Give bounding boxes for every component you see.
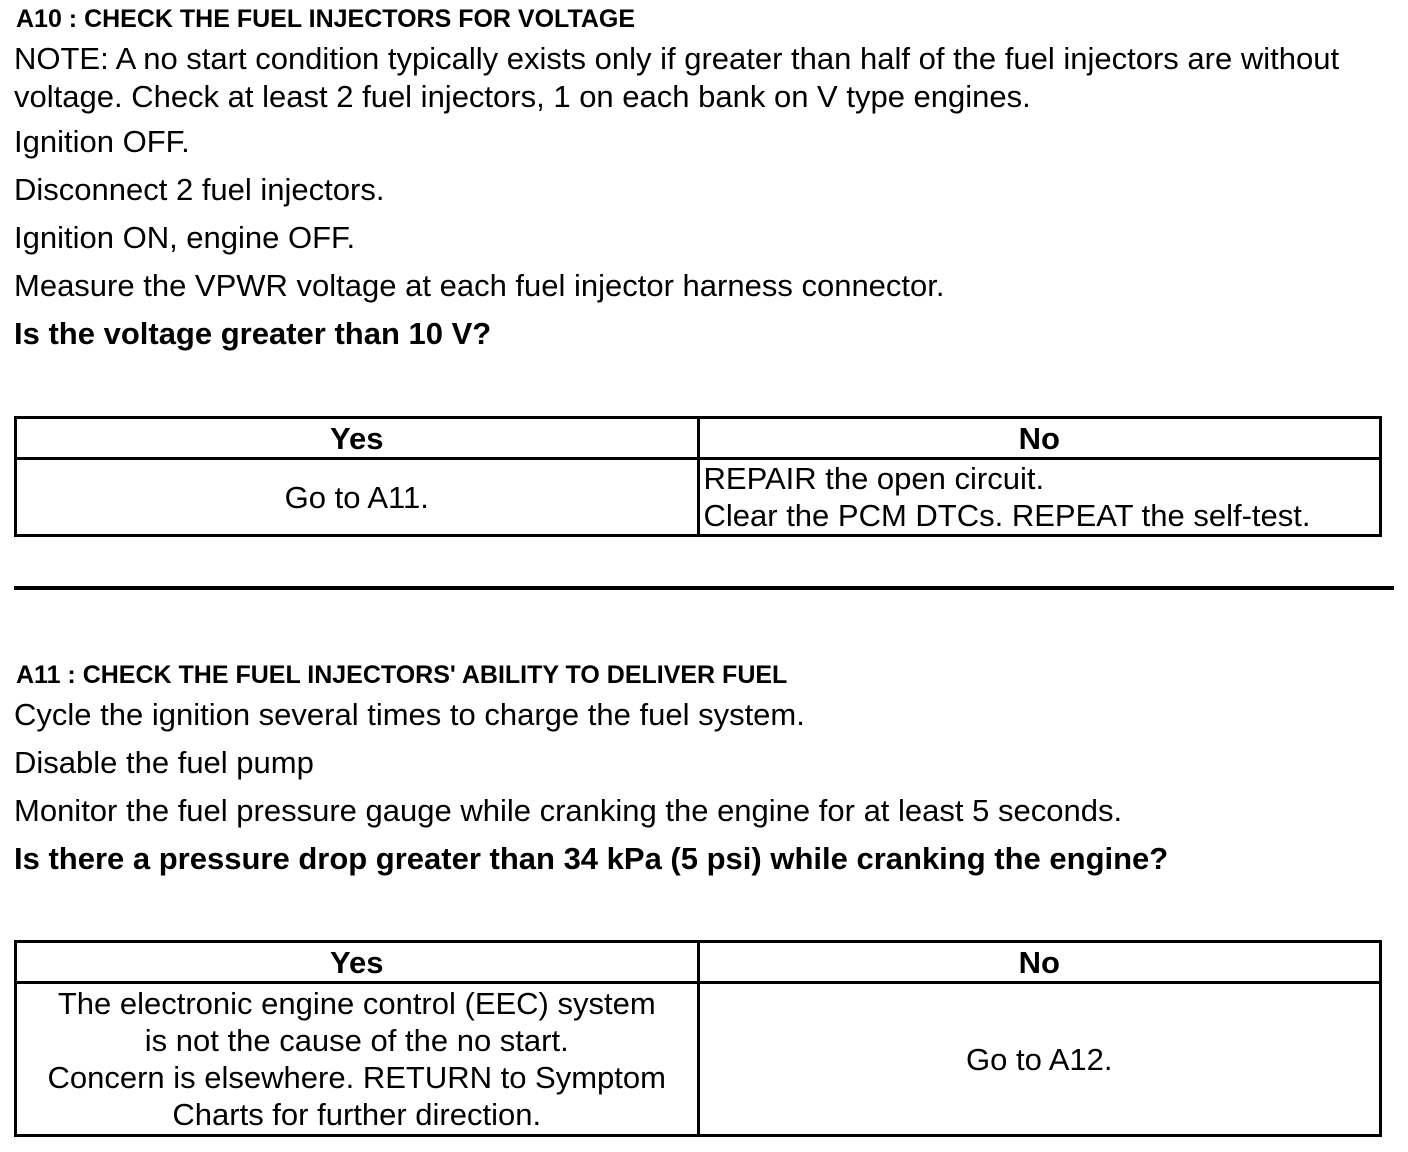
yes-cell-line: Charts for further direction. <box>172 1097 542 1132</box>
yes-no-table-a10 <box>14 416 1382 537</box>
no-cell <box>698 459 1381 536</box>
yes-cell <box>16 983 699 1136</box>
note-text: NOTE: A no start condition typically exists only if greater than half of the fuel injectors are without voltage. Check at least 2 fuel injectors, 1 on each bank on V type engines. <box>14 41 1340 114</box>
yes-cell: Go to A11. <box>16 459 699 536</box>
yes-no-table-a11 <box>14 940 1382 1137</box>
instruction-step: Monitor the fuel pressure gauge while cranking the engine for at least 5 seconds. <box>14 793 1123 828</box>
section-a10 <box>14 4 1382 352</box>
yes-header: Yes <box>16 418 699 459</box>
question-text: Is there a pressure drop greater than 34 kPa (5 psi) while cranking the engine? <box>14 841 1169 876</box>
step-heading-a11: A11 : CHECK THE FUEL INJECTORS' ABILITY TO DELIVER FUEL <box>16 661 788 689</box>
instruction-step: Measure the VPWR voltage at each fuel injector harness connector. <box>14 268 945 303</box>
instruction-step: Disconnect 2 fuel injectors. <box>14 172 385 207</box>
yes-cell-line: The electronic engine control (EEC) system <box>57 986 656 1021</box>
yes-header: Yes <box>16 942 699 983</box>
table-row <box>16 459 1381 536</box>
no-header: No <box>698 942 1381 983</box>
no-cell-line: REPAIR the open circuit. <box>703 461 1045 496</box>
yes-cell-line: is not the cause of the no start. <box>144 1023 569 1058</box>
no-cell-line: Clear the PCM DTCs. REPEAT the self-test. <box>703 498 1311 533</box>
table-header-row <box>16 942 1381 983</box>
question-text: Is the voltage greater than 10 V? <box>14 316 492 351</box>
instruction-step: Disable the fuel pump <box>14 745 314 780</box>
yes-cell-line: Concern is elsewhere. RETURN to Symptom <box>47 1060 666 1095</box>
table-header-row <box>16 418 1381 459</box>
instruction-step: Ignition OFF. <box>14 124 190 159</box>
section-divider <box>14 586 1394 590</box>
no-header: No <box>698 418 1381 459</box>
no-cell: Go to A12. <box>698 983 1381 1136</box>
step-heading-a10: A10 : CHECK THE FUEL INJECTORS FOR VOLTAGE <box>16 5 636 33</box>
table-row <box>16 983 1381 1136</box>
section-a11 <box>14 660 1382 877</box>
instruction-step: Ignition ON, engine OFF. <box>14 220 356 255</box>
instruction-step: Cycle the ignition several times to charge the fuel system. <box>14 697 805 732</box>
